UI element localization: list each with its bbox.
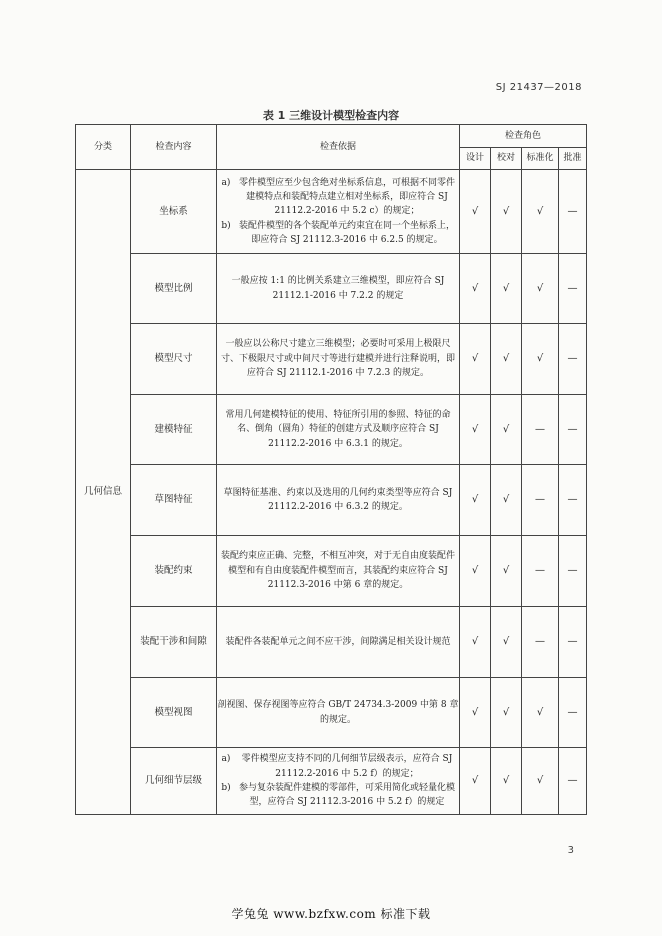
clause-label: b): [221, 220, 231, 231]
header-category: 分类: [76, 125, 131, 170]
role-mark-approve: —: [559, 324, 587, 395]
basis-clause: [217, 337, 459, 380]
role-mark-approve: —: [559, 748, 587, 815]
role-mark-design: √: [460, 748, 491, 815]
clause-text: 装配约束应正确、完整，不相互冲突，对于无自由度装配件模型和有自由度装配件模型而言，其装配约束应符合 SJ 21112.3-2016 中第 6 章的规定。: [220, 551, 455, 591]
check-item: 草图特征: [131, 465, 217, 536]
role-mark-proofread: √: [491, 536, 522, 607]
header-basis: 检查依据: [217, 125, 460, 170]
role-mark-proofread: √: [491, 254, 522, 324]
check-basis: [217, 678, 460, 748]
clause-text: 零件模型应支持不同的几何细节层级表示，应符合 SJ 21112.2-2016 中 5.2 f）的规定；: [241, 754, 453, 779]
role-mark-standardize: √: [522, 678, 559, 748]
check-basis: [217, 170, 460, 254]
basis-clause: [217, 219, 459, 248]
basis-clause: [217, 549, 459, 592]
check-item: 坐标系: [131, 170, 217, 254]
basis-clause: [217, 635, 459, 649]
basis-clause: [217, 486, 459, 515]
role-mark-design: √: [460, 170, 491, 254]
footer-watermark: 学兔兔 www.bzfxw.com 标准下载: [231, 907, 431, 921]
header-role-standardize: 标准化: [522, 148, 559, 170]
table-row: [76, 465, 587, 536]
clause-text: 一般应按 1:1 的比例关系建立三维模型，即应符合 SJ 21112.1-2016 中 7.2.2 的规定: [231, 276, 445, 301]
basis-clause: [217, 781, 459, 810]
clause-text: 剖视图、保存视图等应符合 GB/T 24734.3-2009 中第 8 章的规定。: [217, 700, 459, 725]
check-basis: [217, 395, 460, 465]
clause-text: 装配件模型的各个装配单元约束宜在同一个坐标系上，即应符合 SJ 21112.3-2016 中 6.2.5 的规定。: [238, 220, 455, 246]
header-roles-group: 检查角色: [460, 125, 587, 148]
check-basis: [217, 748, 460, 815]
table-row: [76, 170, 587, 254]
role-mark-design: √: [460, 465, 491, 536]
clause-text: 零件模型应至少包含绝对坐标系信息，可根据不同零件建模特点和装配特点建立相对坐标系，即应符合 SJ 21112.2-2016 中 5.2 c）的规定；: [238, 177, 455, 217]
role-mark-proofread: √: [491, 395, 522, 465]
role-mark-approve: —: [559, 170, 587, 254]
table-row: [76, 536, 587, 607]
clause-text: 装配件各装配单元之间不应干涉，间隙满足相关设计规范: [225, 636, 451, 647]
clause-label: b): [221, 783, 231, 793]
basis-clause: [217, 274, 459, 303]
role-mark-design: √: [460, 324, 491, 395]
role-mark-design: √: [460, 536, 491, 607]
role-mark-approve: —: [559, 254, 587, 324]
role-mark-standardize: —: [522, 536, 559, 607]
table-row: [76, 395, 587, 465]
table-row: [76, 324, 587, 395]
basis-clause: [217, 698, 459, 727]
role-mark-approve: —: [559, 607, 587, 678]
table-row: [76, 748, 587, 815]
check-item: 模型比例: [131, 254, 217, 324]
clause-text: 一般应以公称尺寸建立三维模型；必要时可采用上极限尺寸、下极限尺寸或中间尺寸等进行建模并进行注释说明，即应符合 SJ 21112.1-2016 中 7.2.3 的规定。: [220, 339, 455, 379]
table-title: 表 1 三维设计模型检查内容: [262, 109, 400, 122]
role-mark-approve: —: [559, 536, 587, 607]
clause-text: 参与复杂装配件建模的零部件，可采用简化或轻量化模型，应符合 SJ 21112.3-2016 中 5.2 f）的规定: [238, 783, 455, 808]
role-mark-standardize: √: [522, 170, 559, 254]
role-mark-standardize: —: [522, 465, 559, 536]
check-basis: [217, 324, 460, 395]
role-mark-design: √: [460, 607, 491, 678]
role-mark-approve: —: [559, 395, 587, 465]
check-item: 几何细节层级: [131, 748, 217, 815]
table-row: [76, 254, 587, 324]
role-mark-design: √: [460, 395, 491, 465]
category-cell: 几何信息: [76, 170, 131, 815]
role-mark-approve: —: [559, 465, 587, 536]
table-row: [76, 678, 587, 748]
header-role-approve: 批准: [559, 148, 587, 170]
basis-clause: [217, 752, 459, 781]
check-item: 建模特征: [131, 395, 217, 465]
check-item: 装配约束: [131, 536, 217, 607]
role-mark-proofread: √: [491, 465, 522, 536]
basis-clause: [217, 408, 459, 451]
role-mark-proofread: √: [491, 607, 522, 678]
header-role-proofread: 校对: [491, 148, 522, 170]
role-mark-standardize: —: [522, 395, 559, 465]
table-row: [76, 607, 587, 678]
role-mark-proofread: √: [491, 678, 522, 748]
standard-code: SJ 21437—2018: [495, 82, 582, 93]
check-item: 装配干涉和间隙: [131, 607, 217, 678]
clause-label: a): [221, 754, 231, 765]
role-mark-design: √: [460, 254, 491, 324]
clause-label: a): [221, 177, 231, 188]
check-item: 模型视图: [131, 678, 217, 748]
role-mark-proofread: √: [491, 748, 522, 815]
check-basis: [217, 254, 460, 324]
role-mark-standardize: √: [522, 748, 559, 815]
role-mark-standardize: —: [522, 607, 559, 678]
role-mark-design: √: [460, 678, 491, 748]
check-basis: [217, 536, 460, 607]
role-mark-proofread: √: [491, 170, 522, 254]
check-basis: [217, 607, 460, 678]
header-content: 检查内容: [131, 125, 217, 170]
inspection-table: [75, 124, 587, 815]
role-mark-standardize: √: [522, 254, 559, 324]
header-role-design: 设计: [460, 148, 491, 170]
page-number: 3: [567, 845, 574, 856]
role-mark-proofread: √: [491, 324, 522, 395]
check-item: 模型尺寸: [131, 324, 217, 395]
basis-clause: [217, 176, 459, 219]
clause-text: 常用几何建模特征的使用、特征所引用的参照、特征的命名、倒角（圆角）特征的创建方式及顺序应符合 SJ 21112.2-2016 中 6.3.1 的规定。: [225, 409, 451, 449]
check-basis: [217, 465, 460, 536]
role-mark-standardize: √: [522, 324, 559, 395]
clause-text: 草图特征基准、约束以及选用的几何约束类型等应符合 SJ 21112.2-2016 中 6.3.2 的规定。: [223, 487, 453, 512]
role-mark-approve: —: [559, 678, 587, 748]
